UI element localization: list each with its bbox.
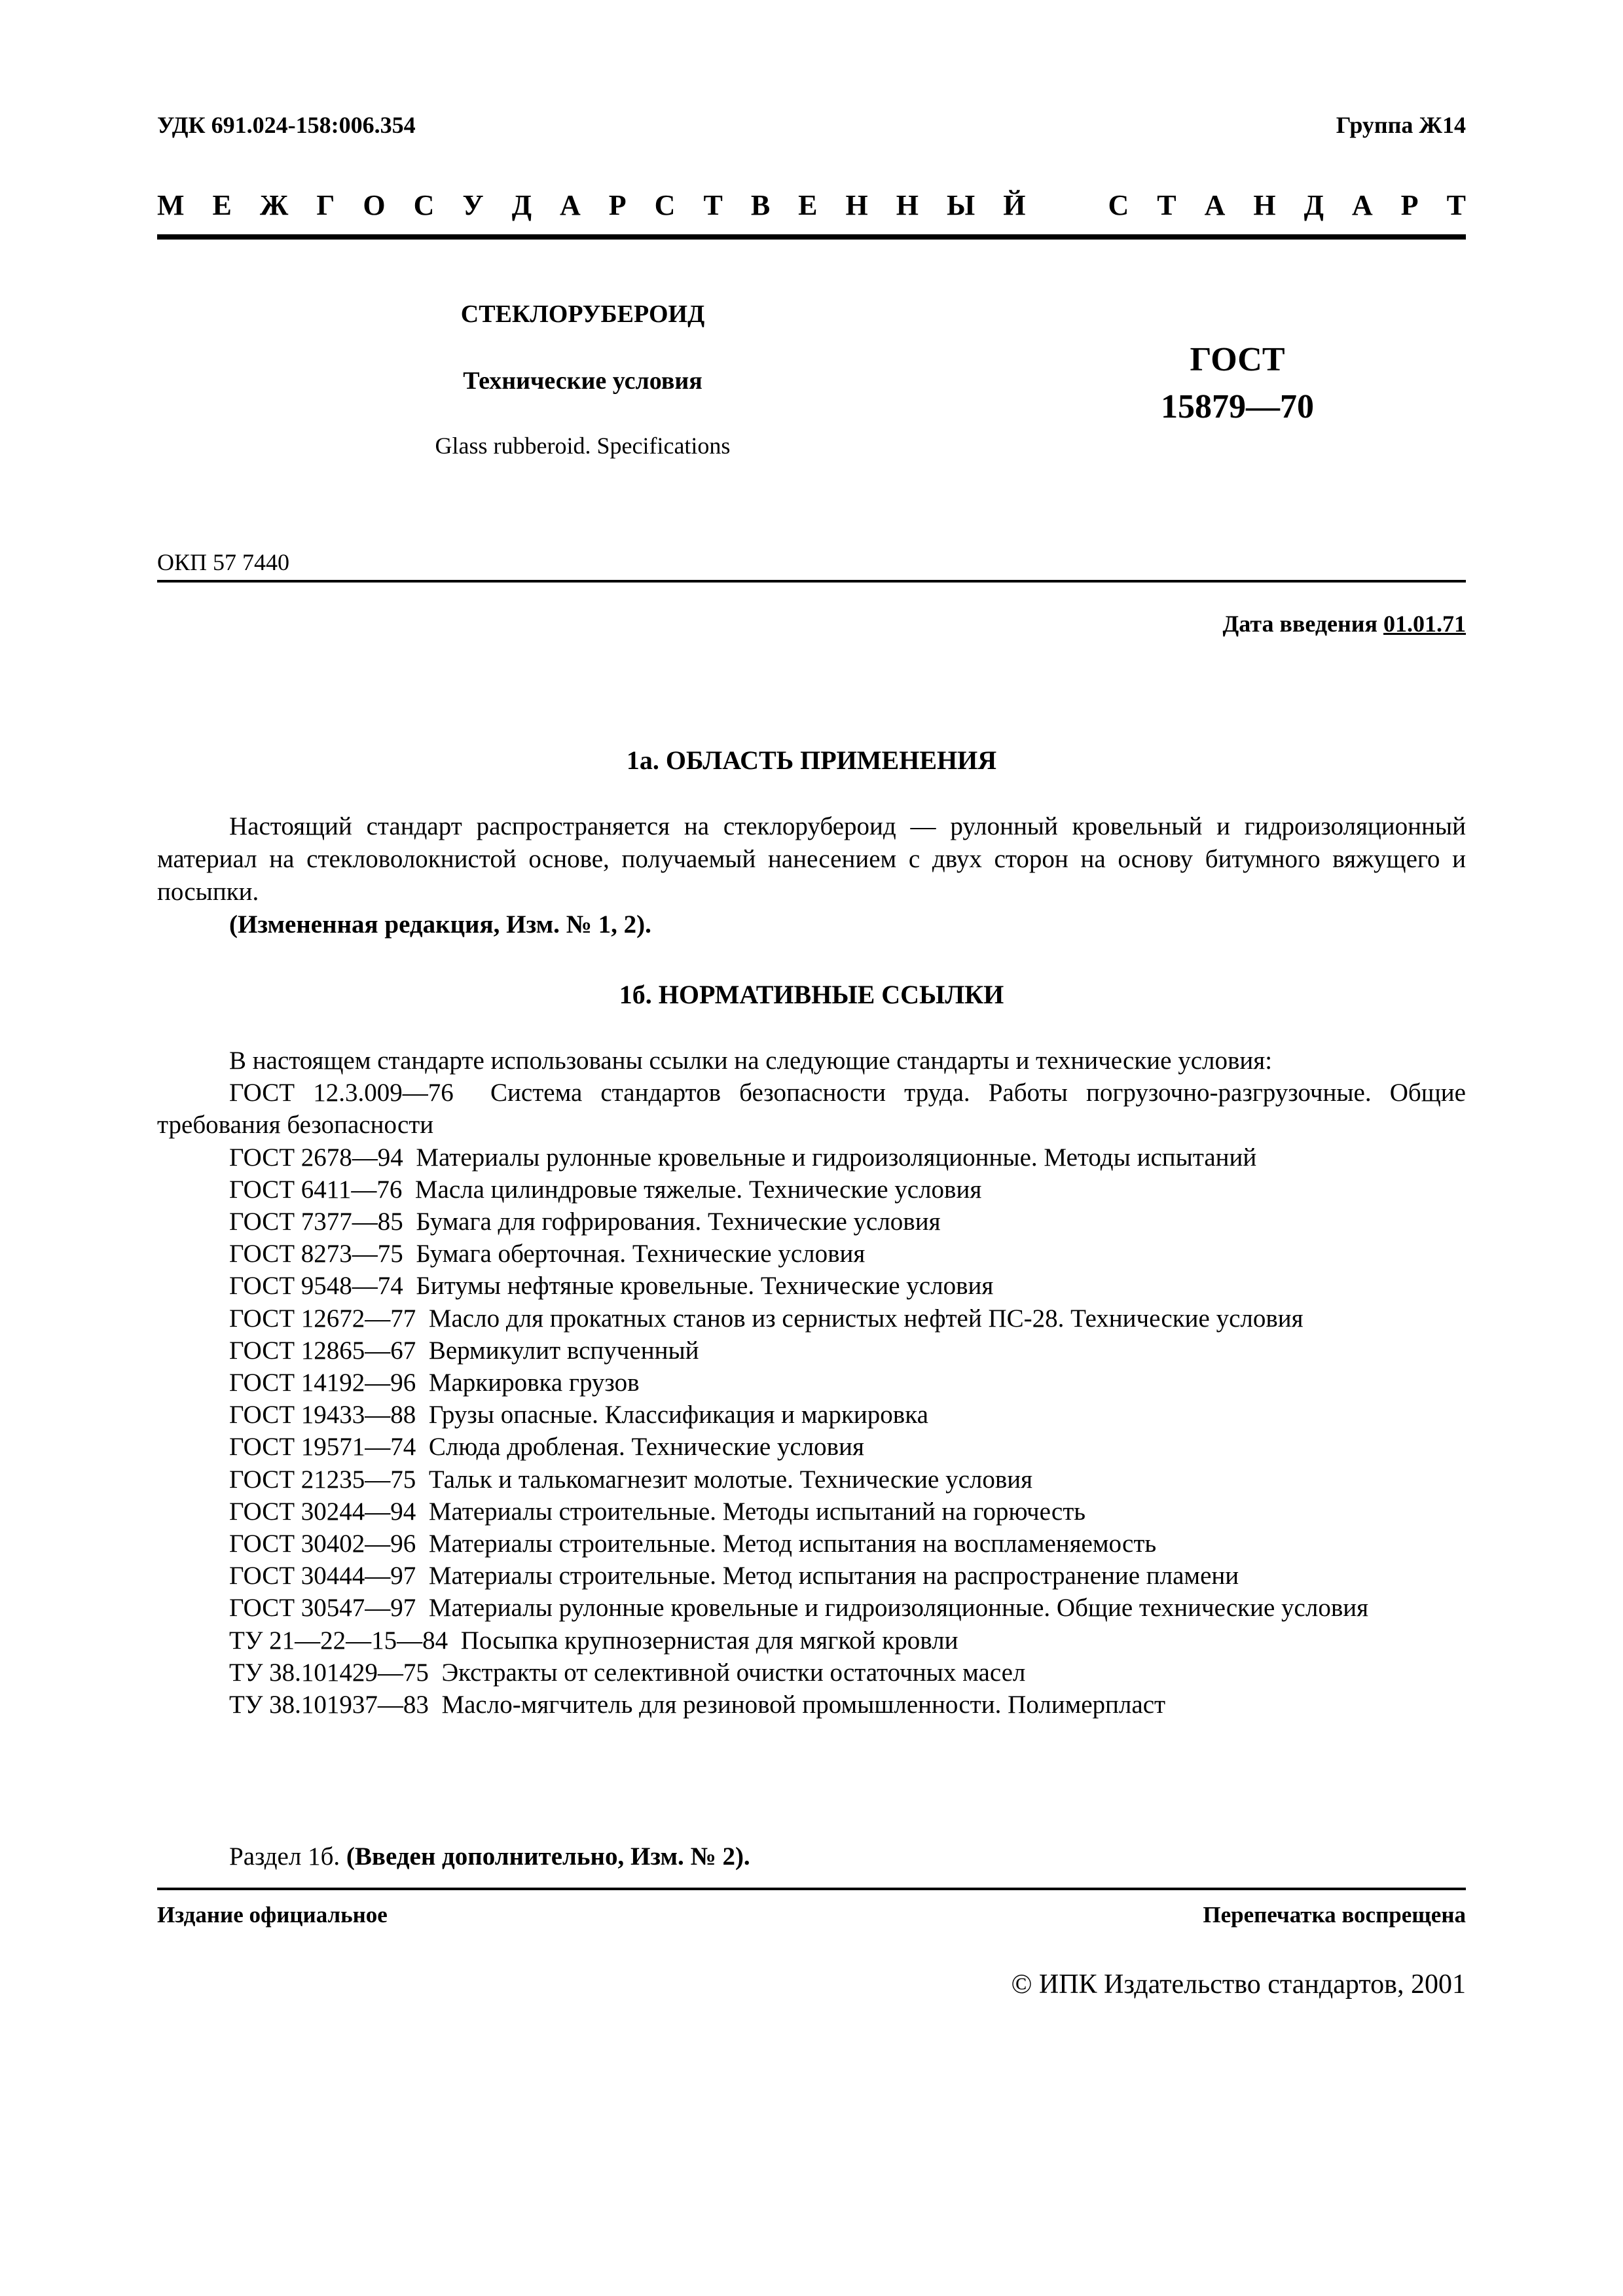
reference-title: Слюда дробленая. Технические условия: [428, 1433, 864, 1462]
reference-item: [157, 1367, 1466, 1399]
scope-paragraph: Настоящий стандарт распространяется на стеклорубероид — рулонный кровельный и гидроизоляционный материал на стекловолокнистой основе, получаемый нанесением с двух сторон на основу битумного вяжущего и посыпки.: [157, 812, 1466, 906]
introduction-date-value: 01.01.71: [1383, 611, 1466, 637]
introduction-date: [1223, 610, 1467, 637]
interstate-standard-banner: [157, 188, 1466, 222]
reference-item: [157, 1141, 1466, 1174]
banner-letter: С: [1108, 189, 1129, 221]
reference-item: [157, 1528, 1466, 1560]
reference-item: [157, 1431, 1466, 1463]
reference-title: Вермикулит вспученный: [428, 1336, 699, 1365]
udk-code: УДК 691.024-158:006.354: [157, 112, 416, 138]
banner-letter: М: [157, 189, 185, 221]
banner-letter: Й: [1003, 189, 1026, 221]
document-title: СТЕКЛОРУБЕРОИД: [460, 300, 705, 328]
banner-letter: С: [413, 189, 435, 221]
reference-item: [157, 1592, 1466, 1624]
reference-item: [157, 1624, 1466, 1657]
reference-item: [157, 1399, 1466, 1431]
banner-letter: Н: [845, 189, 868, 221]
reference-title: Посыпка крупнозернистая для мягкой кровли: [460, 1626, 958, 1655]
reference-title: Масла цилиндровые тяжелые. Технические условия: [414, 1175, 982, 1204]
reference-title: Грузы опасные. Классификация и маркировка: [428, 1401, 928, 1429]
banner-letter: Н: [1253, 189, 1276, 221]
banner-letter: В: [750, 189, 771, 221]
reference-code: ГОСТ 19571—74: [229, 1433, 416, 1462]
banner-letter: Е: [798, 189, 818, 221]
reference-item: [157, 1335, 1466, 1367]
references-note-prefix: Раздел 1б.: [229, 1842, 346, 1871]
banner-letter: У: [462, 189, 484, 221]
gost-label: ГОСТ: [1190, 341, 1285, 378]
reference-code: ГОСТ 19433—88: [229, 1401, 416, 1429]
normative-references-list: [157, 1045, 1466, 1721]
footer-rule: [157, 1888, 1466, 1890]
reference-item: [157, 1302, 1466, 1335]
reference-code: ГОСТ 7377—85: [229, 1208, 403, 1236]
reference-title: Материалы рулонные кровельные и гидроизоляционные. Методы испытаний: [416, 1143, 1257, 1172]
reference-title: Система стандартов безопасности труда. Работы погрузочно-разгрузочные. Общие требования безопасности: [157, 1079, 1466, 1139]
banner-letter: Е: [212, 189, 232, 221]
reference-title: Масло-мягчитель для резиновой промышленности. Полимерпласт: [441, 1691, 1166, 1719]
reference-code: ТУ 38.101429—75: [229, 1658, 429, 1687]
banner-letter: Д: [511, 189, 532, 221]
reference-title: Тальк и талькомагнезит молотые. Технические условия: [428, 1465, 1033, 1494]
banner-letter: А: [1204, 189, 1226, 221]
reference-code: ТУ 38.101937—83: [229, 1691, 429, 1719]
reference-code: ГОСТ 14192—96: [229, 1369, 416, 1397]
banner-letter: А: [1351, 189, 1373, 221]
reference-code: ГОСТ 8273—75: [229, 1240, 403, 1268]
reference-item: [157, 1560, 1466, 1592]
document-subtitle: Технические условия: [463, 367, 702, 395]
banner-letter: Д: [1304, 189, 1324, 221]
reference-code: ГОСТ 6411—76: [229, 1175, 403, 1204]
reference-code: ГОСТ 9548—74: [229, 1272, 403, 1300]
reference-item: [157, 1077, 1466, 1141]
reference-item: [157, 1238, 1466, 1270]
references-intro: В настоящем стандарте использованы ссылки на следующие стандарты и технические условия:: [229, 1047, 1273, 1075]
reference-item: [157, 1270, 1466, 1302]
reference-title: Битумы нефтяные кровельные. Технические условия: [416, 1272, 994, 1300]
banner-letter: Н: [896, 189, 919, 221]
header-rule: [157, 234, 1466, 240]
reference-title: Маркировка грузов: [428, 1369, 640, 1397]
reprint-prohibited-label: Перепечатка воспрещена: [1203, 1902, 1466, 1928]
scope-amendment-note: (Измененная редакция, Изм. № 1, 2).: [229, 910, 651, 939]
reference-code: ГОСТ 12.3.009—76: [229, 1079, 454, 1107]
banner-letter: Р: [608, 189, 627, 221]
banner-letter: Г: [316, 189, 335, 221]
reference-item: [157, 1496, 1466, 1528]
references-note-bold: (Введен дополнительно, Изм. № 2).: [346, 1842, 750, 1871]
reference-code: ГОСТ 30444—97: [229, 1562, 416, 1590]
reference-code: ГОСТ 30244—94: [229, 1497, 416, 1526]
section-heading-scope: 1а. ОБЛАСТЬ ПРИМЕНЕНИЯ: [626, 745, 997, 775]
reference-code: ГОСТ 12865—67: [229, 1336, 416, 1365]
reference-title: Масло для прокатных станов из сернистых нефтей ПС-28. Технические условия: [428, 1304, 1304, 1333]
banner-letter: Т: [703, 189, 723, 221]
reference-item: [157, 1174, 1466, 1206]
reference-title: Материалы строительные. Метод испытания на распространение пламени: [428, 1562, 1239, 1590]
okp-rule: [157, 580, 1466, 583]
reference-code: ГОСТ 30402—96: [229, 1530, 416, 1558]
reference-item: [157, 1206, 1466, 1238]
english-title: Glass rubberoid. Specifications: [435, 433, 731, 459]
reference-item: [157, 1689, 1466, 1721]
reference-title: Материалы рулонные кровельные и гидроизоляционные. Общие технические условия: [428, 1594, 1369, 1623]
reference-code: ГОСТ 12672—77: [229, 1304, 416, 1333]
banner-letter: Ж: [259, 189, 289, 221]
reference-code: ГОСТ 21235—75: [229, 1465, 416, 1494]
reference-title: Материалы строительные. Метод испытания на воспламеняемость: [428, 1530, 1157, 1558]
banner-letter: Т: [1157, 189, 1176, 221]
banner-letter: С: [654, 189, 676, 221]
reference-item: [157, 1657, 1466, 1689]
banner-letter: Р: [1400, 189, 1419, 221]
banner-letter: О: [363, 189, 386, 221]
reference-title: Материалы строительные. Методы испытаний на горючесть: [428, 1497, 1086, 1526]
reference-code: ГОСТ 30547—97: [229, 1594, 416, 1623]
banner-word-gap: [1053, 188, 1080, 222]
reference-code: ТУ 21—22—15—84: [229, 1626, 448, 1655]
section-heading-references: 1б. НОРМАТИВНЫЕ ССЫЛКИ: [619, 980, 1004, 1009]
reference-code: ГОСТ 2678—94: [229, 1143, 403, 1172]
reference-item: [157, 1463, 1466, 1496]
gost-number: 15879—70: [1161, 388, 1314, 425]
introduction-date-label: Дата введения: [1222, 611, 1383, 637]
reference-title: Экстракты от селективной очистки остаточных масел: [441, 1658, 1026, 1687]
banner-letter: Ы: [947, 189, 976, 221]
banner-letter: Т: [1446, 189, 1466, 221]
official-edition-label: Издание официальное: [157, 1902, 388, 1928]
references-amendment-note: [229, 1840, 750, 1873]
group-code: Группа Ж14: [1336, 112, 1466, 138]
okp-code: ОКП 57 7440: [157, 549, 290, 575]
reference-title: Бумага для гофрирования. Технические условия: [416, 1208, 941, 1236]
copyright-notice: © ИПК Издательство стандартов, 2001: [1011, 1969, 1466, 2000]
banner-letter: А: [560, 189, 581, 221]
reference-title: Бумага оберточная. Технические условия: [416, 1240, 866, 1268]
